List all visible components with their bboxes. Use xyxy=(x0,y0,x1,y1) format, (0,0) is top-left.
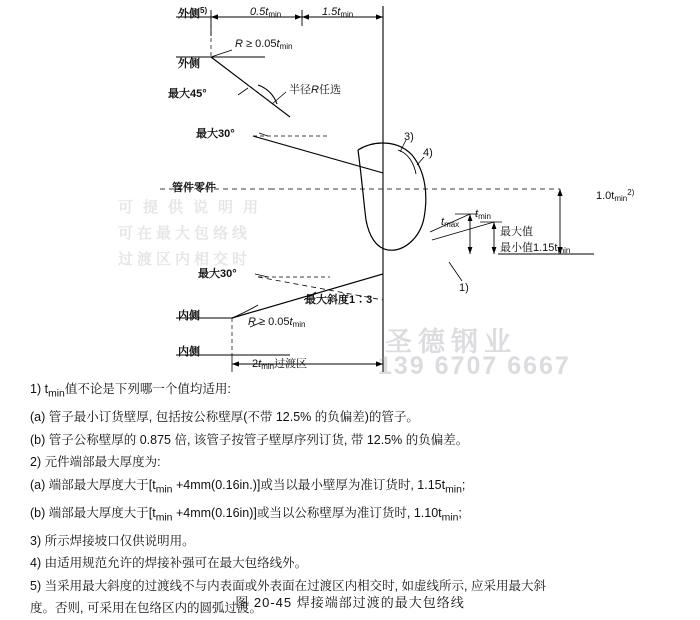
watermark-phone: 139 6707 6667 xyxy=(378,352,571,380)
label-max-value: 最大值 xyxy=(500,226,533,238)
tmax-arrow-bottom xyxy=(468,247,473,254)
notes-block xyxy=(30,378,680,620)
arrow-left-05 xyxy=(211,14,218,19)
watermark-faint-3: 过渡区内相交时 xyxy=(118,251,252,268)
arrow-left-15 xyxy=(302,14,309,19)
dim-label-15tmin: $1.5t_{min}$ xyxy=(322,6,354,19)
label-max30-upper: 最大30° xyxy=(196,128,235,140)
label-inside-upper: 内侧 xyxy=(178,310,200,322)
label-callout-1: 1) xyxy=(459,282,469,294)
dim-label-05tmin: $0.5t_{min}$ xyxy=(250,6,282,19)
arrow-right-15 xyxy=(376,14,383,19)
leader-max30-lower xyxy=(255,274,268,277)
label-max-slope: 最大斜度1∶3 xyxy=(305,294,373,306)
note-item: (b) 端部最大厚度大于$[t_{min} +4mm(0.16in)]$或当以公称壁厚为准订货时, $1.10t_{min}$; xyxy=(30,505,462,523)
watermark-faint-1: 可提供说明用 xyxy=(118,199,269,216)
leader-radius-top xyxy=(211,50,232,57)
label-tmin: $t_{min}$ xyxy=(475,208,491,221)
label-10tmin: $1.0t_{min}^{2)}$ xyxy=(596,188,635,203)
right-dim-arrow-top xyxy=(557,189,562,196)
label-max45: 最大45° xyxy=(168,88,207,100)
arrow-right-05 xyxy=(295,14,302,19)
note-item: 3) 所示焊接坡口仅供说明用。 xyxy=(30,533,195,548)
label-min-value: 最小值$1.15t_{min}$ xyxy=(500,242,571,255)
label-outside-top: 外侧$^{5)}$ xyxy=(178,6,208,20)
tmin-arrow-bottom xyxy=(492,247,497,254)
label-inside-lower: 内侧 xyxy=(178,346,200,358)
tmin-arrow-top xyxy=(492,222,497,229)
watermark-faint-2: 可在最大包络线 xyxy=(118,225,252,242)
note-item: (a) 管子最小订货壁厚, 包括按公称壁厚(不带 12.5% 的负偏差)的管子。 xyxy=(30,410,419,424)
leader-max45 xyxy=(238,88,248,95)
leader-max30-upper xyxy=(259,133,268,136)
note-item: 4) 由适用规范允许的焊接补强可在最大包络线外。 xyxy=(30,556,308,570)
label-callout-4: 4) xyxy=(423,147,433,159)
transition-arrow-left xyxy=(232,361,239,366)
label-fitting-part: 管件零件 xyxy=(172,182,216,194)
label-max30-lower: 最大30° xyxy=(198,268,237,280)
callout1-leader xyxy=(449,262,462,281)
label-transition-zone: $2t_{min}$过渡区 xyxy=(252,358,308,371)
note-item: (a) 端部最大厚度大于$[t_{min} +4mm(0.16in.)]$或当以最小壁厚为准订货时, $1.15t_{min}$; xyxy=(30,477,466,495)
label-radius-optional: 半径R任选 xyxy=(289,84,341,96)
figure-caption: 图 20-45 焊接端部过渡的最大包络线 xyxy=(235,595,465,610)
watermark-brand: 圣德钢业 xyxy=(385,327,517,357)
transition-arrow-right xyxy=(376,361,383,366)
note-item: 5) 当采用最大斜度的过渡线不与内表面或外表面在过渡区内相交时, 如虚线所示, 应采用最大斜 xyxy=(30,578,546,593)
label-radius-top: $R \ge 0.05t_{min}$ xyxy=(235,38,293,51)
note-item: 2) 元件端部最大厚度为: xyxy=(30,455,161,469)
note-item: (b) 管子公称壁厚的 0.875 倍, 该管子按管子壁厚序列订货, 带 12.5% 的负偏差。 xyxy=(30,432,469,447)
label-outside-second: 外侧 xyxy=(178,58,200,70)
label-callout-3: 3) xyxy=(404,131,414,143)
weld-groove-detail xyxy=(398,150,416,174)
note-item: 度。否则, 可采用在包络区内的圆弧过渡。 xyxy=(30,601,262,615)
fitting-body-outline xyxy=(358,143,426,250)
label-tmax: $t_{max}$ xyxy=(441,216,460,229)
fitting-body-left-edge xyxy=(358,150,366,220)
note-item: 1) $t_{min}$值不论是下列哪一个值均适用: xyxy=(30,382,231,400)
label-radius-bottom: $R \ge 0.05t_{min}$ xyxy=(248,316,306,329)
max30-upper-line xyxy=(253,136,383,173)
